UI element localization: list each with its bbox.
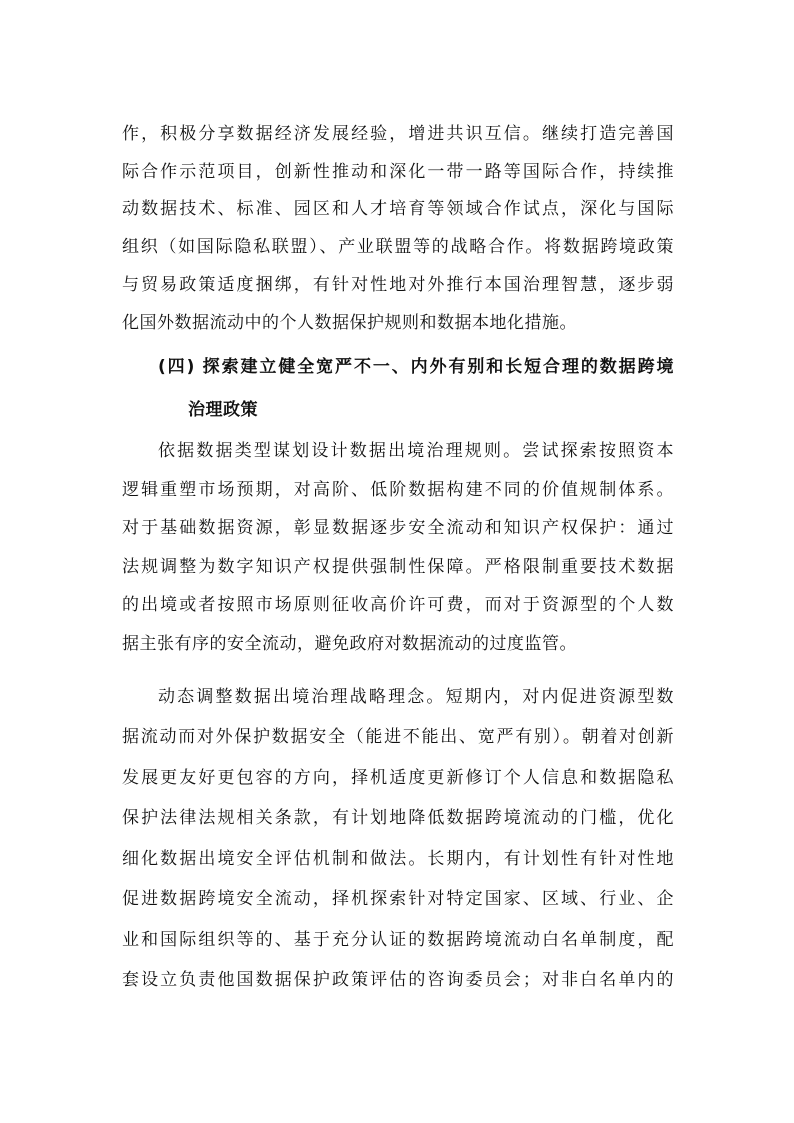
text-line: 际合作示范项目，创新性推动和深化一带一路等国际合作，持续推 <box>122 162 674 182</box>
text-line: 对于基础数据资源，彰显数据逐步安全流动和知识产权保护：通过 <box>122 518 674 538</box>
heading-line: (四) 探索建立健全宽严不一、内外有别和长短合理的数据跨境 <box>158 357 674 377</box>
text-line: 促进数据跨境安全流动，择机探索针对特定国家、区域、行业、企 <box>122 889 674 909</box>
text-line: 据流动而对外保护数据安全（能进不能出、宽严有别）。朝着对创新 <box>122 727 674 747</box>
text-line: 套设立负责他国数据保护政策评估的咨询委员会；对非白名单内的 <box>122 970 674 990</box>
text-line: 据主张有序的安全流动，避免政府对数据流动的过度监管。 <box>122 634 577 654</box>
heading-line: 治理政策 <box>188 400 258 420</box>
text-line: 逻辑重塑市场预期，对高阶、低阶数据构建不同的价值规制体系。 <box>122 480 674 500</box>
text-line: 发展更友好更包容的方向，择机适度更新修订个人信息和数据隐私 <box>122 768 674 788</box>
text-line: 动数据技术、标准、园区和人才培育等领域合作试点，深化与国际 <box>122 199 674 219</box>
text-line: 保护法律法规相关条款，有计划地降低数据跨境流动的门槛，优化 <box>122 808 674 828</box>
text-line: 动态调整数据出境治理战略理念。短期内，对内促进资源型数 <box>158 687 674 707</box>
text-line: 与贸易政策适度捆绑，有针对性地对外推行本国治理智慧，逐步弱 <box>122 275 674 295</box>
text-line: 的出境或者按照市场原则征收高价许可费，而对于资源型的个人数 <box>122 595 674 615</box>
text-line: 业和国际组织等的、基于充分认证的数据跨境流动白名单制度，配 <box>122 930 674 950</box>
text-line: 化国外数据流动中的个人数据保护规则和数据本地化措施。 <box>122 313 577 333</box>
text-line: 细化数据出境安全评估机制和做法。长期内，有计划性有针对性地 <box>122 849 674 869</box>
text-line: 作，积极分享数据经济发展经验，增进共识互信。继续打造完善国 <box>122 124 674 144</box>
text-line: 组织（如国际隐私联盟）、产业联盟等的战略合作。将数据跨境政策 <box>122 237 674 257</box>
text-line: 法规调整为数字知识产权提供强制性保障。严格限制重要技术数据 <box>122 557 674 577</box>
text-line: 依据数据类型谋划设计数据出境治理规则。尝试探索按照资本 <box>158 441 674 461</box>
